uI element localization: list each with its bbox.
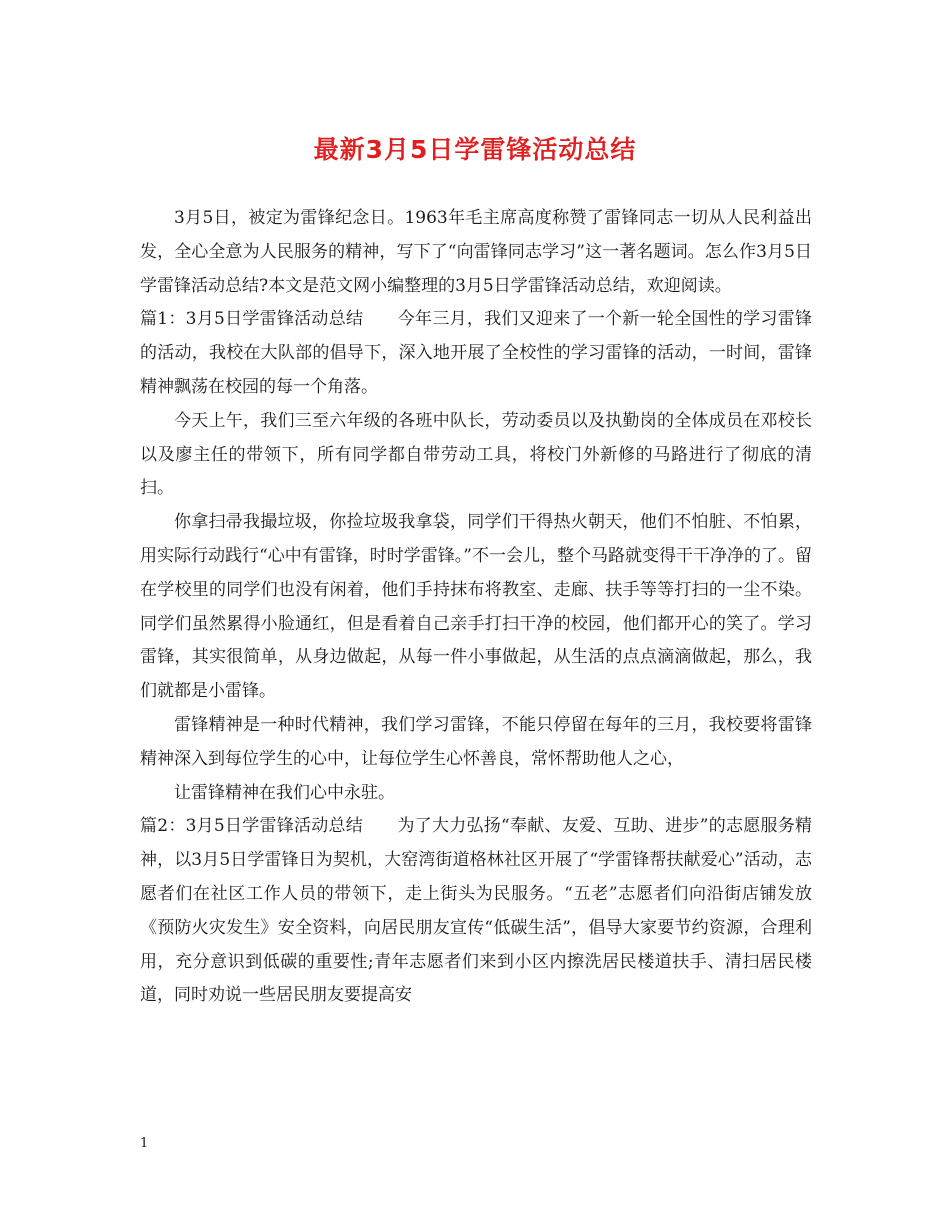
paragraph-intro: 3月5日，被定为雷锋纪念日。1963年毛主席高度称赞了雷锋同志一切从人民利益出发，全心全意为人民服务的精神，写下了“向雷锋同志学习”这一著名题词。怎么作3月5日学雷锋活动总结?本文是范文网小编整理的3月5日学雷锋活动总结，欢迎阅读。 (140, 208, 812, 296)
page-number: 1 (140, 1136, 149, 1151)
paragraph-section-1-start: 篇1：3月5日学雷锋活动总结 今年三月，我们又迎来了一个新一轮全国性的学习雷锋的活动，我校在大队部的倡导下，深入地开展了全校性的学习雷锋的活动，一时间，雷锋精神飘荡在校园的每一个角落。 (140, 309, 812, 397)
paragraph-section-2-start: 篇2：3月5日学雷锋活动总结 为了大力弘扬“奉献、友爱、互助、进步”的志愿服务精神，以3月5日学雷锋日为契机，大窑湾街道格林社区开展了“学雷锋帮扶献爱心”活动，志愿者们在社区工作人员的带领下，走上街头为民服务。“五老”志愿者们向沿街店铺发放《预防火灾发生》安全资料，向居民朋友宣传“低碳生活”，倡导大家要节约资源，合理利用，充分意识到低碳的重要性;青年志愿者们来到小区内擦洗居民楼道扶手、清扫居民楼道，同时劝说一些居民朋友要提高安 (140, 816, 812, 1006)
page-title: 最新3月5日学雷锋活动总结 (313, 135, 637, 164)
paragraph-activity: 你拿扫帚我撮垃圾，你捡垃圾我拿袋，同学们干得热火朝天，他们不怕脏、不怕累，用实际行动践行“心中有雷锋，时时学雷锋。”不一会儿，整个马路就变得干干净净的了。留在学校里的同学们也没有闲着，他们手持抹布将教室、走廊、扶手等等打扫的一尘不染。同学们虽然累得小脸通红，但是看着自己亲手打扫干净的校园，他们都开心的笑了。学习雷锋，其实很简单，从身边做起，从每一件小事做起，从生活的点点滴滴做起，那么，我们就都是小雷锋。 (140, 512, 812, 702)
paragraph-spirit-end: 让雷锋精神在我们心中永驻。 (174, 782, 395, 803)
document-body (140, 202, 812, 1013)
paragraph-spirit: 雷锋精神是一种时代精神，我们学习雷锋，不能只停留在每年的三月，我校要将雷锋精神深入到每位学生的心中，让每位学生心怀善良，常怀帮助他人之心， (140, 714, 812, 769)
paragraph-cleanup: 今天上午，我们三至六年级的各班中队长，劳动委员以及执勤岗的全体成员在邓校长以及廖主任的带领下，所有同学都自带劳动工具，将校门外新修的马路进行了彻底的清扫。 (140, 410, 812, 499)
